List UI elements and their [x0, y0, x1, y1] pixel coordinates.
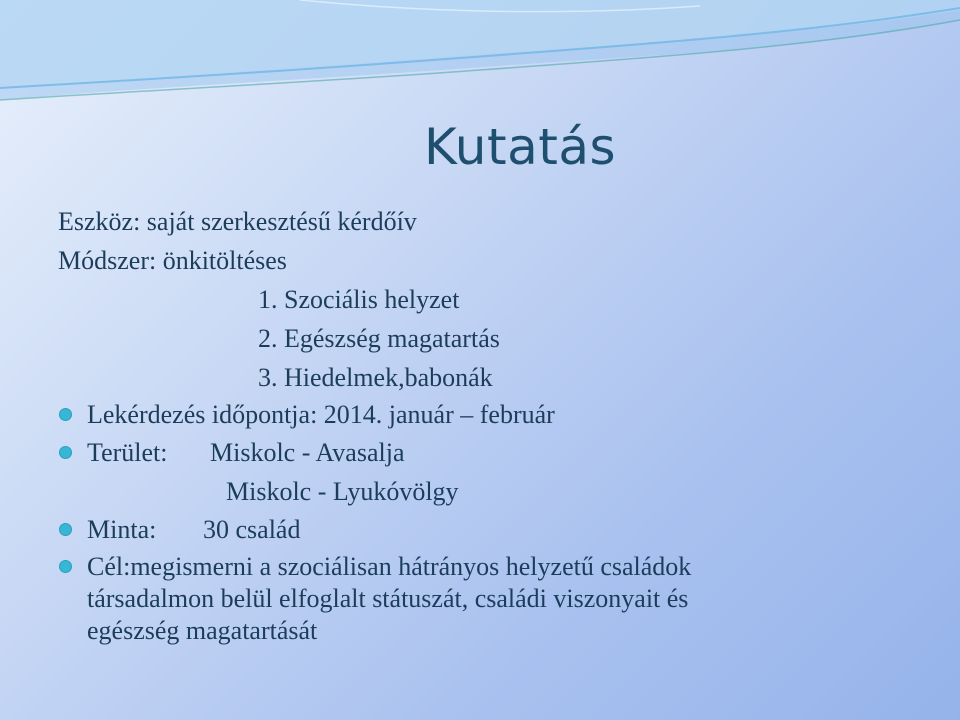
- lekerdezes-line: Lekérdezés időpontja: 2014. január – február: [87, 400, 555, 429]
- terulet-value-1: Miskolc - Avasalja: [210, 438, 405, 467]
- eszkoz-line: Eszköz: saját szerkesztésű kérdőív: [58, 207, 417, 236]
- header-wave-decoration: [0, 0, 960, 120]
- slide-title: Kutatás: [423, 118, 617, 176]
- terulet-label: Terület:: [87, 438, 168, 467]
- minta-label: Minta:: [87, 515, 157, 544]
- cel-line-2: társadalmon belül elfoglalt státuszát, családi viszonyait és: [87, 584, 689, 613]
- modszer-line: Módszer: önkitöltéses: [58, 246, 287, 275]
- cel-line-3: egészség magatartását: [87, 616, 318, 645]
- bullet-icon: [59, 408, 72, 421]
- list-item-2: 2. Egészség magatartás: [258, 324, 500, 353]
- minta-value: 30 család: [203, 515, 301, 544]
- list-item-3: 3. Hiedelmek,babonák: [258, 363, 493, 392]
- bullet-icon: [59, 523, 72, 536]
- cel-line-1: Cél:megismerni a szociálisan hátrányos helyzetű családok: [87, 552, 692, 581]
- bullet-icon: [59, 446, 72, 459]
- terulet-value-2: Miskolc - Lyukóvölgy: [226, 477, 459, 506]
- list-item-1: 1. Szociális helyzet: [258, 285, 460, 314]
- bullet-icon: [59, 560, 72, 573]
